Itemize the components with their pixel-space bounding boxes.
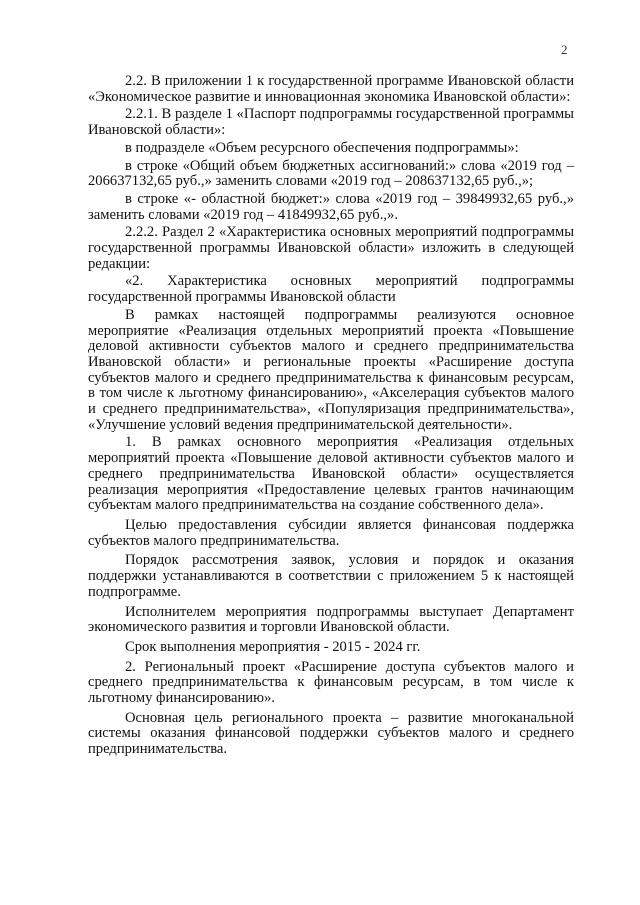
paragraph: Срок выполнения мероприятия - 2015 - 2024 гг. <box>125 638 421 655</box>
paragraph: 1. В рамках основного мероприятия «Реализация отдельных мероприятий проекта «Повышение деловой активности субъектов малого и среднего предпринимательства Ивановской области» осуществляется реализация мероприятия «Предоставление целевых грантов начинающим субъектам малого предпринимательства на создание собственного дела». <box>88 434 574 514</box>
paragraph: Целью предоставления субсидии является финансовая поддержка субъектов малого предпринимательства. <box>88 516 574 549</box>
paragraph: 2.2.1. В разделе 1 «Паспорт подпрограммы государственной программы Ивановской области»: <box>88 106 574 139</box>
paragraph: В рамках настоящей подпрограммы реализуются основное мероприятие «Реализация отдельных мероприятий проекта «Повышение деловой активности субъектов малого и среднего предпринимательства Ивановской области» и региональные проекты «Расширение доступа субъектов малого и среднего предпринимательства к финансовым ресурсам, в том числе к льготному финансированию», «Акселерация субъектов малого и среднего предпринимательства», «Популяризация предпринимательства», «Улучшение условий ведения предпринимательской деятельности». <box>88 306 574 433</box>
page-number: 2 <box>561 42 568 57</box>
paragraph: в подразделе «Объем ресурсного обеспечения подпрограммы»: <box>125 139 519 156</box>
paragraph: в строке «- областной бюджет:» слова «2019 год – 39849932,65 руб.,» заменить словами «2019 год – 41849932,65 руб.,». <box>88 190 574 223</box>
document-body <box>88 74 574 758</box>
paragraph: Исполнителем мероприятия подпрограммы выступает Департамент экономического развития и торговли Ивановской области. <box>88 603 574 636</box>
paragraph: 2. Региональный проект «Расширение доступа субъектов малого и среднего предпринимательства к финансовым ресурсам, в том числе к льготному финансированию». <box>88 658 574 707</box>
paragraph: Основная цель регионального проекта – развитие многоканальной системы оказания финансовой поддержки субъектов малого и среднего предпринимательства. <box>88 709 574 758</box>
paragraph: 2.2. В приложении 1 к государственной программе Ивановской области «Экономическое развитие и инновационная экономика Ивановской области»: <box>88 73 574 105</box>
section-heading: «2. Характеристика основных мероприятий подпрограммы государственной программы Ивановской области <box>88 273 574 306</box>
paragraph: в строке «Общий объем бюджетных ассигнований:» слова «2019 год – 206637132,65 руб.,» заменить словами «2019 год – 208637132,65 руб.,»; <box>88 157 574 190</box>
paragraph: Порядок рассмотрения заявок, условия и порядок и оказания поддержки устанавливаются в соответствии с приложением 5 к настоящей подпрограмме. <box>88 552 574 600</box>
paragraph: 2.2.2. Раздел 2 «Характеристика основных мероприятий подпрограммы государственной программы Ивановской области» изложить в следующей редакции: <box>88 224 574 272</box>
